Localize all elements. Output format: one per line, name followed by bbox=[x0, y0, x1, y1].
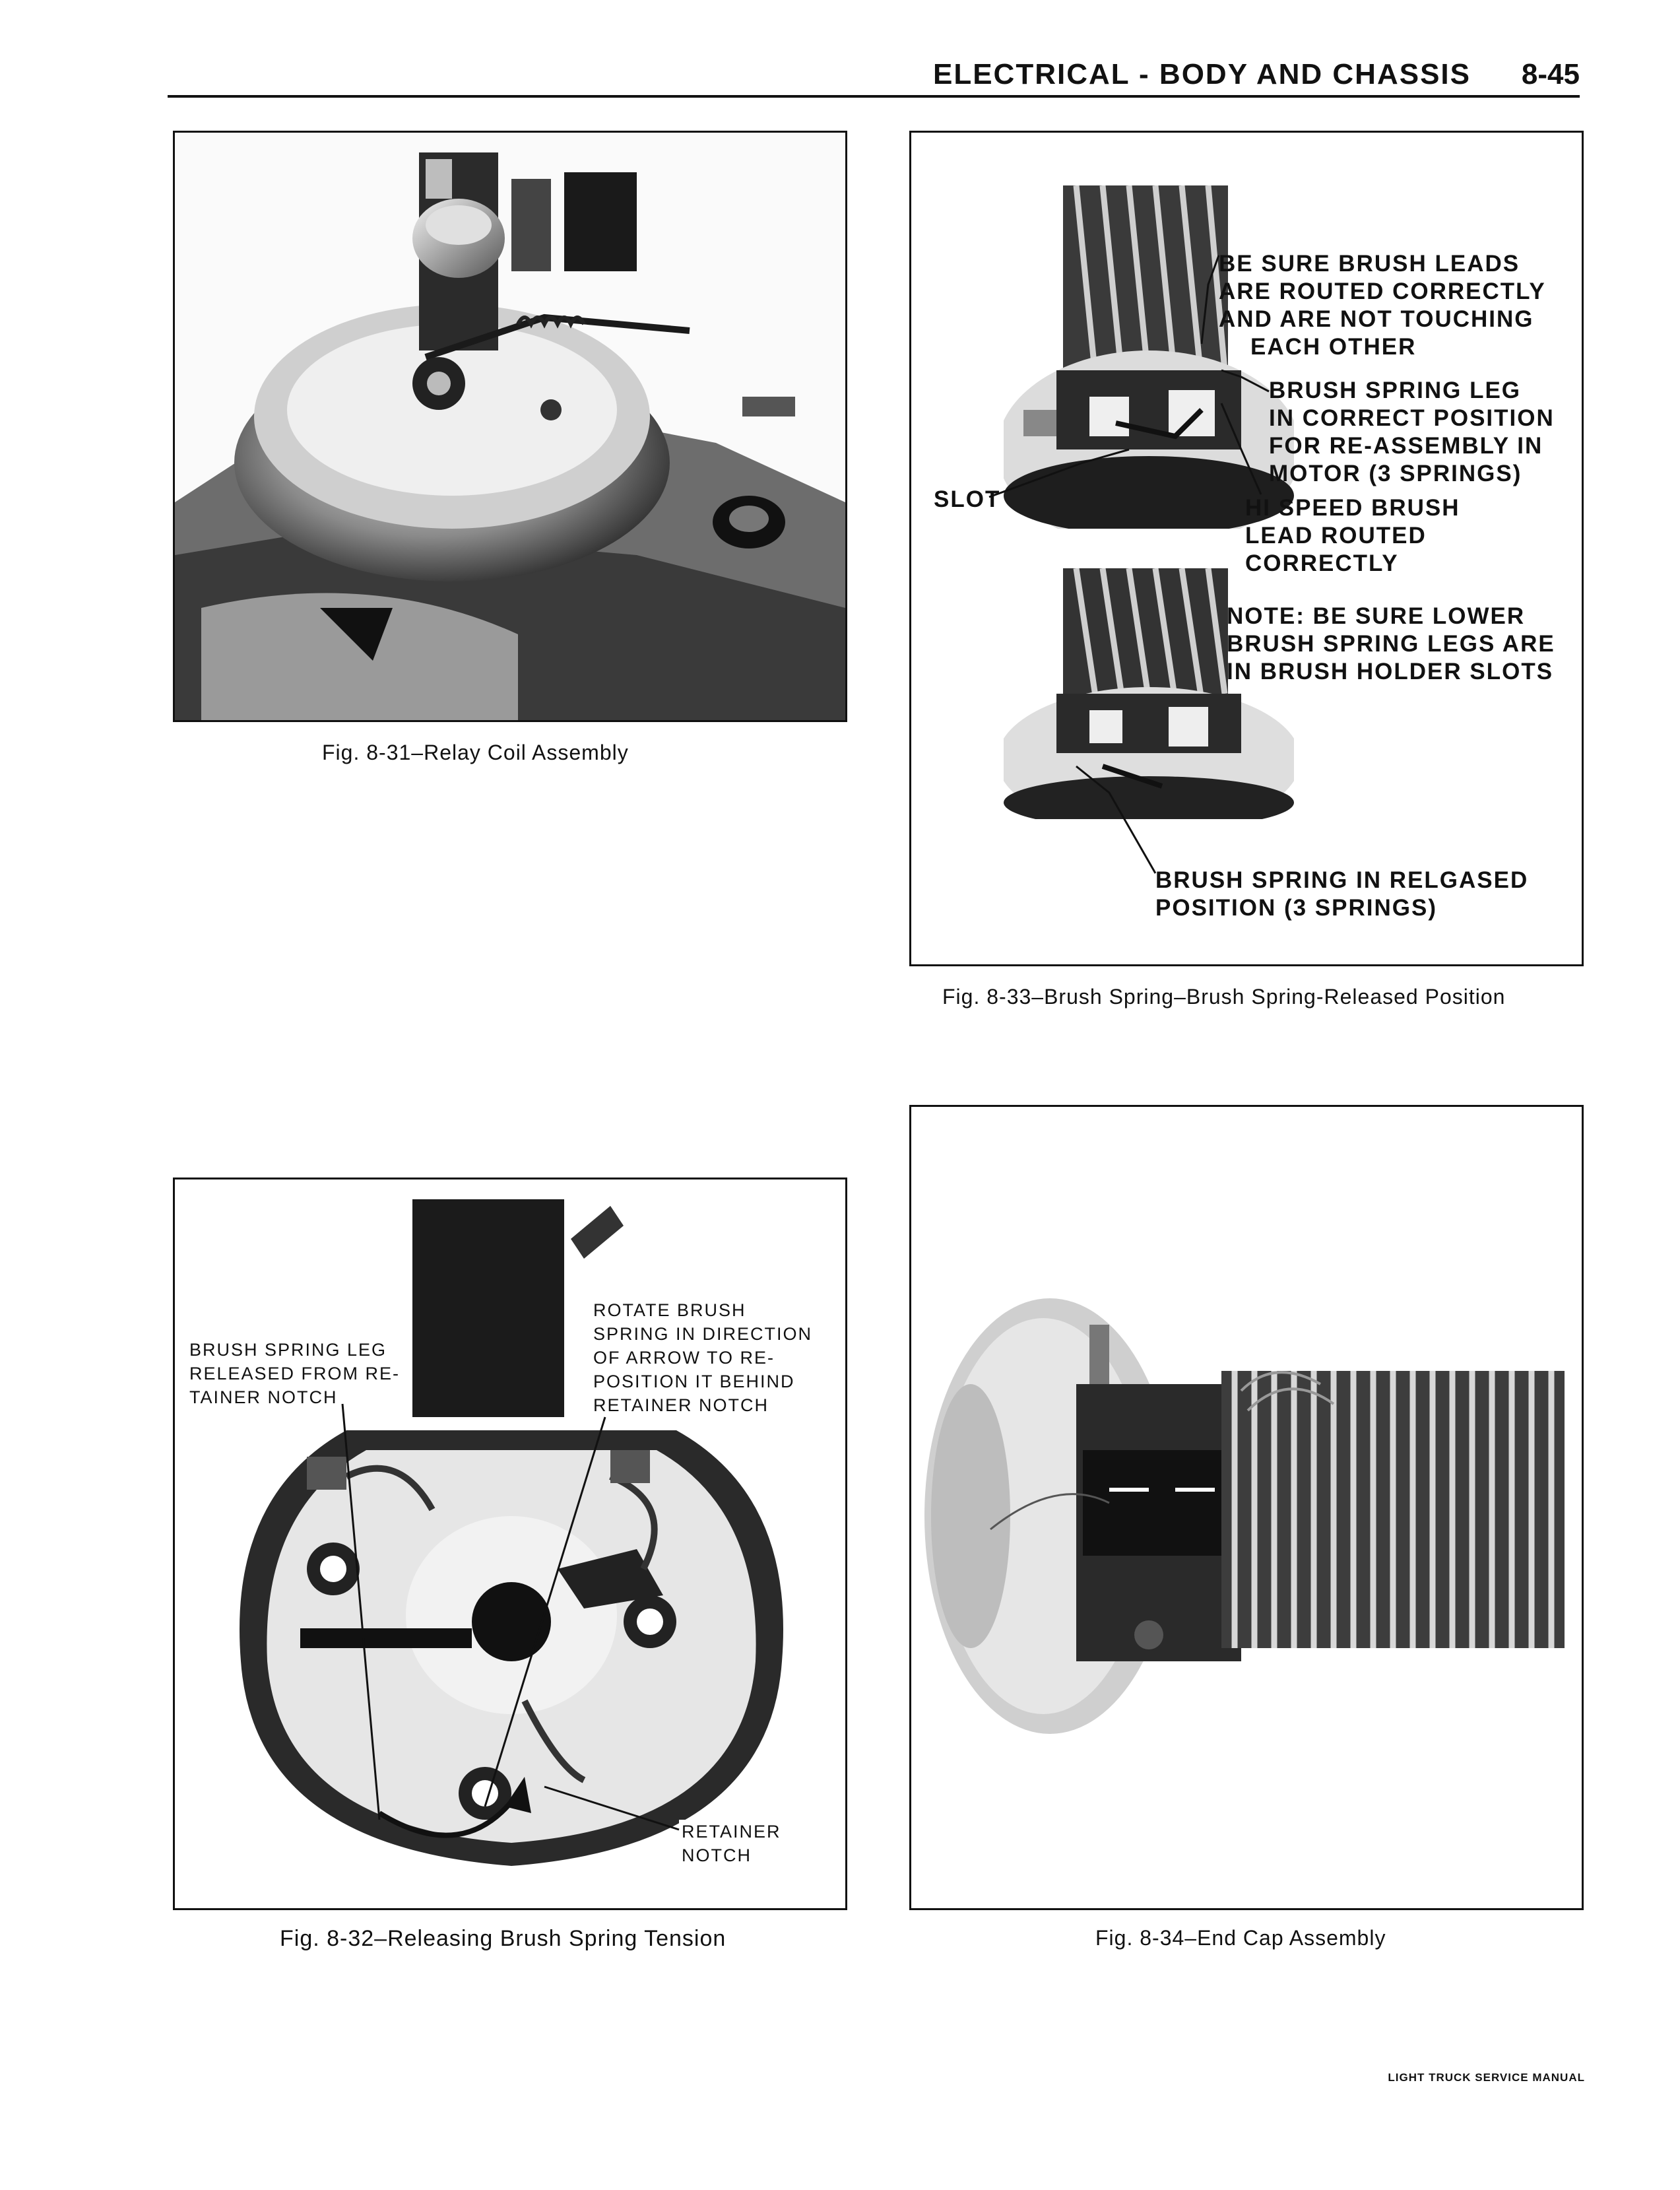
figure-8-33-caption: Fig. 8-33–Brush Spring–Brush Spring-Released Position bbox=[942, 985, 1506, 1009]
figure-8-34-photo bbox=[909, 1105, 1584, 1910]
figure-8-31-caption: Fig. 8-31–Relay Coil Assembly bbox=[322, 741, 629, 764]
figure-8-32-caption: Fig. 8-32–Releasing Brush Spring Tension bbox=[280, 1926, 727, 1951]
manual-name-footer: LIGHT TRUCK SERVICE MANUAL bbox=[1388, 2071, 1585, 2084]
relay-coil-assembly-image bbox=[175, 133, 845, 720]
figure-8-33-panel bbox=[909, 131, 1584, 966]
figure-8-31-photo bbox=[173, 131, 847, 722]
section-title: ELECTRICAL - BODY AND CHASSIS bbox=[932, 58, 1471, 90]
label-hi-speed: HI SPEED BRUSH LEAD ROUTED CORRECTLY bbox=[1245, 495, 1460, 576]
label-retainer-notch: RETAINER NOTCH bbox=[679, 1820, 784, 1867]
label-released-leg: BRUSH SPRING LEG RELEASED FROM RE- TAINER NOTCH bbox=[187, 1338, 403, 1409]
label-brush-leads: BE SURE BRUSH LEADS ARE ROUTED CORRECTLY AND ARE NOT TOUCHING EACH OTHER bbox=[1219, 251, 1546, 360]
end-cap-assembly-image bbox=[911, 1107, 1582, 1908]
figure-8-32-panel bbox=[173, 1178, 847, 1910]
label-rotate: ROTATE BRUSH SPRING IN DIRECTION OF ARROW TO RE- POSITION IT BEHIND RETAINER NOTCH bbox=[591, 1298, 815, 1417]
label-released: BRUSH SPRING IN RELGASED POSITION (3 SPRINGS) bbox=[1155, 867, 1529, 921]
page-header bbox=[168, 58, 1580, 98]
label-spring-leg: BRUSH SPRING LEG IN CORRECT POSITION FOR RE-ASSEMBLY IN MOTOR (3 SPRINGS) bbox=[1269, 378, 1555, 486]
figure-8-34-caption: Fig. 8-34–End Cap Assembly bbox=[1095, 1926, 1386, 1950]
label-slot: SLOT bbox=[934, 486, 1001, 512]
label-note: NOTE: BE SURE LOWER BRUSH SPRING LEGS ARE IN BRUSH HOLDER SLOTS bbox=[1227, 603, 1555, 684]
page-number: 8-45 bbox=[1521, 58, 1580, 90]
header-rule bbox=[168, 95, 1580, 98]
